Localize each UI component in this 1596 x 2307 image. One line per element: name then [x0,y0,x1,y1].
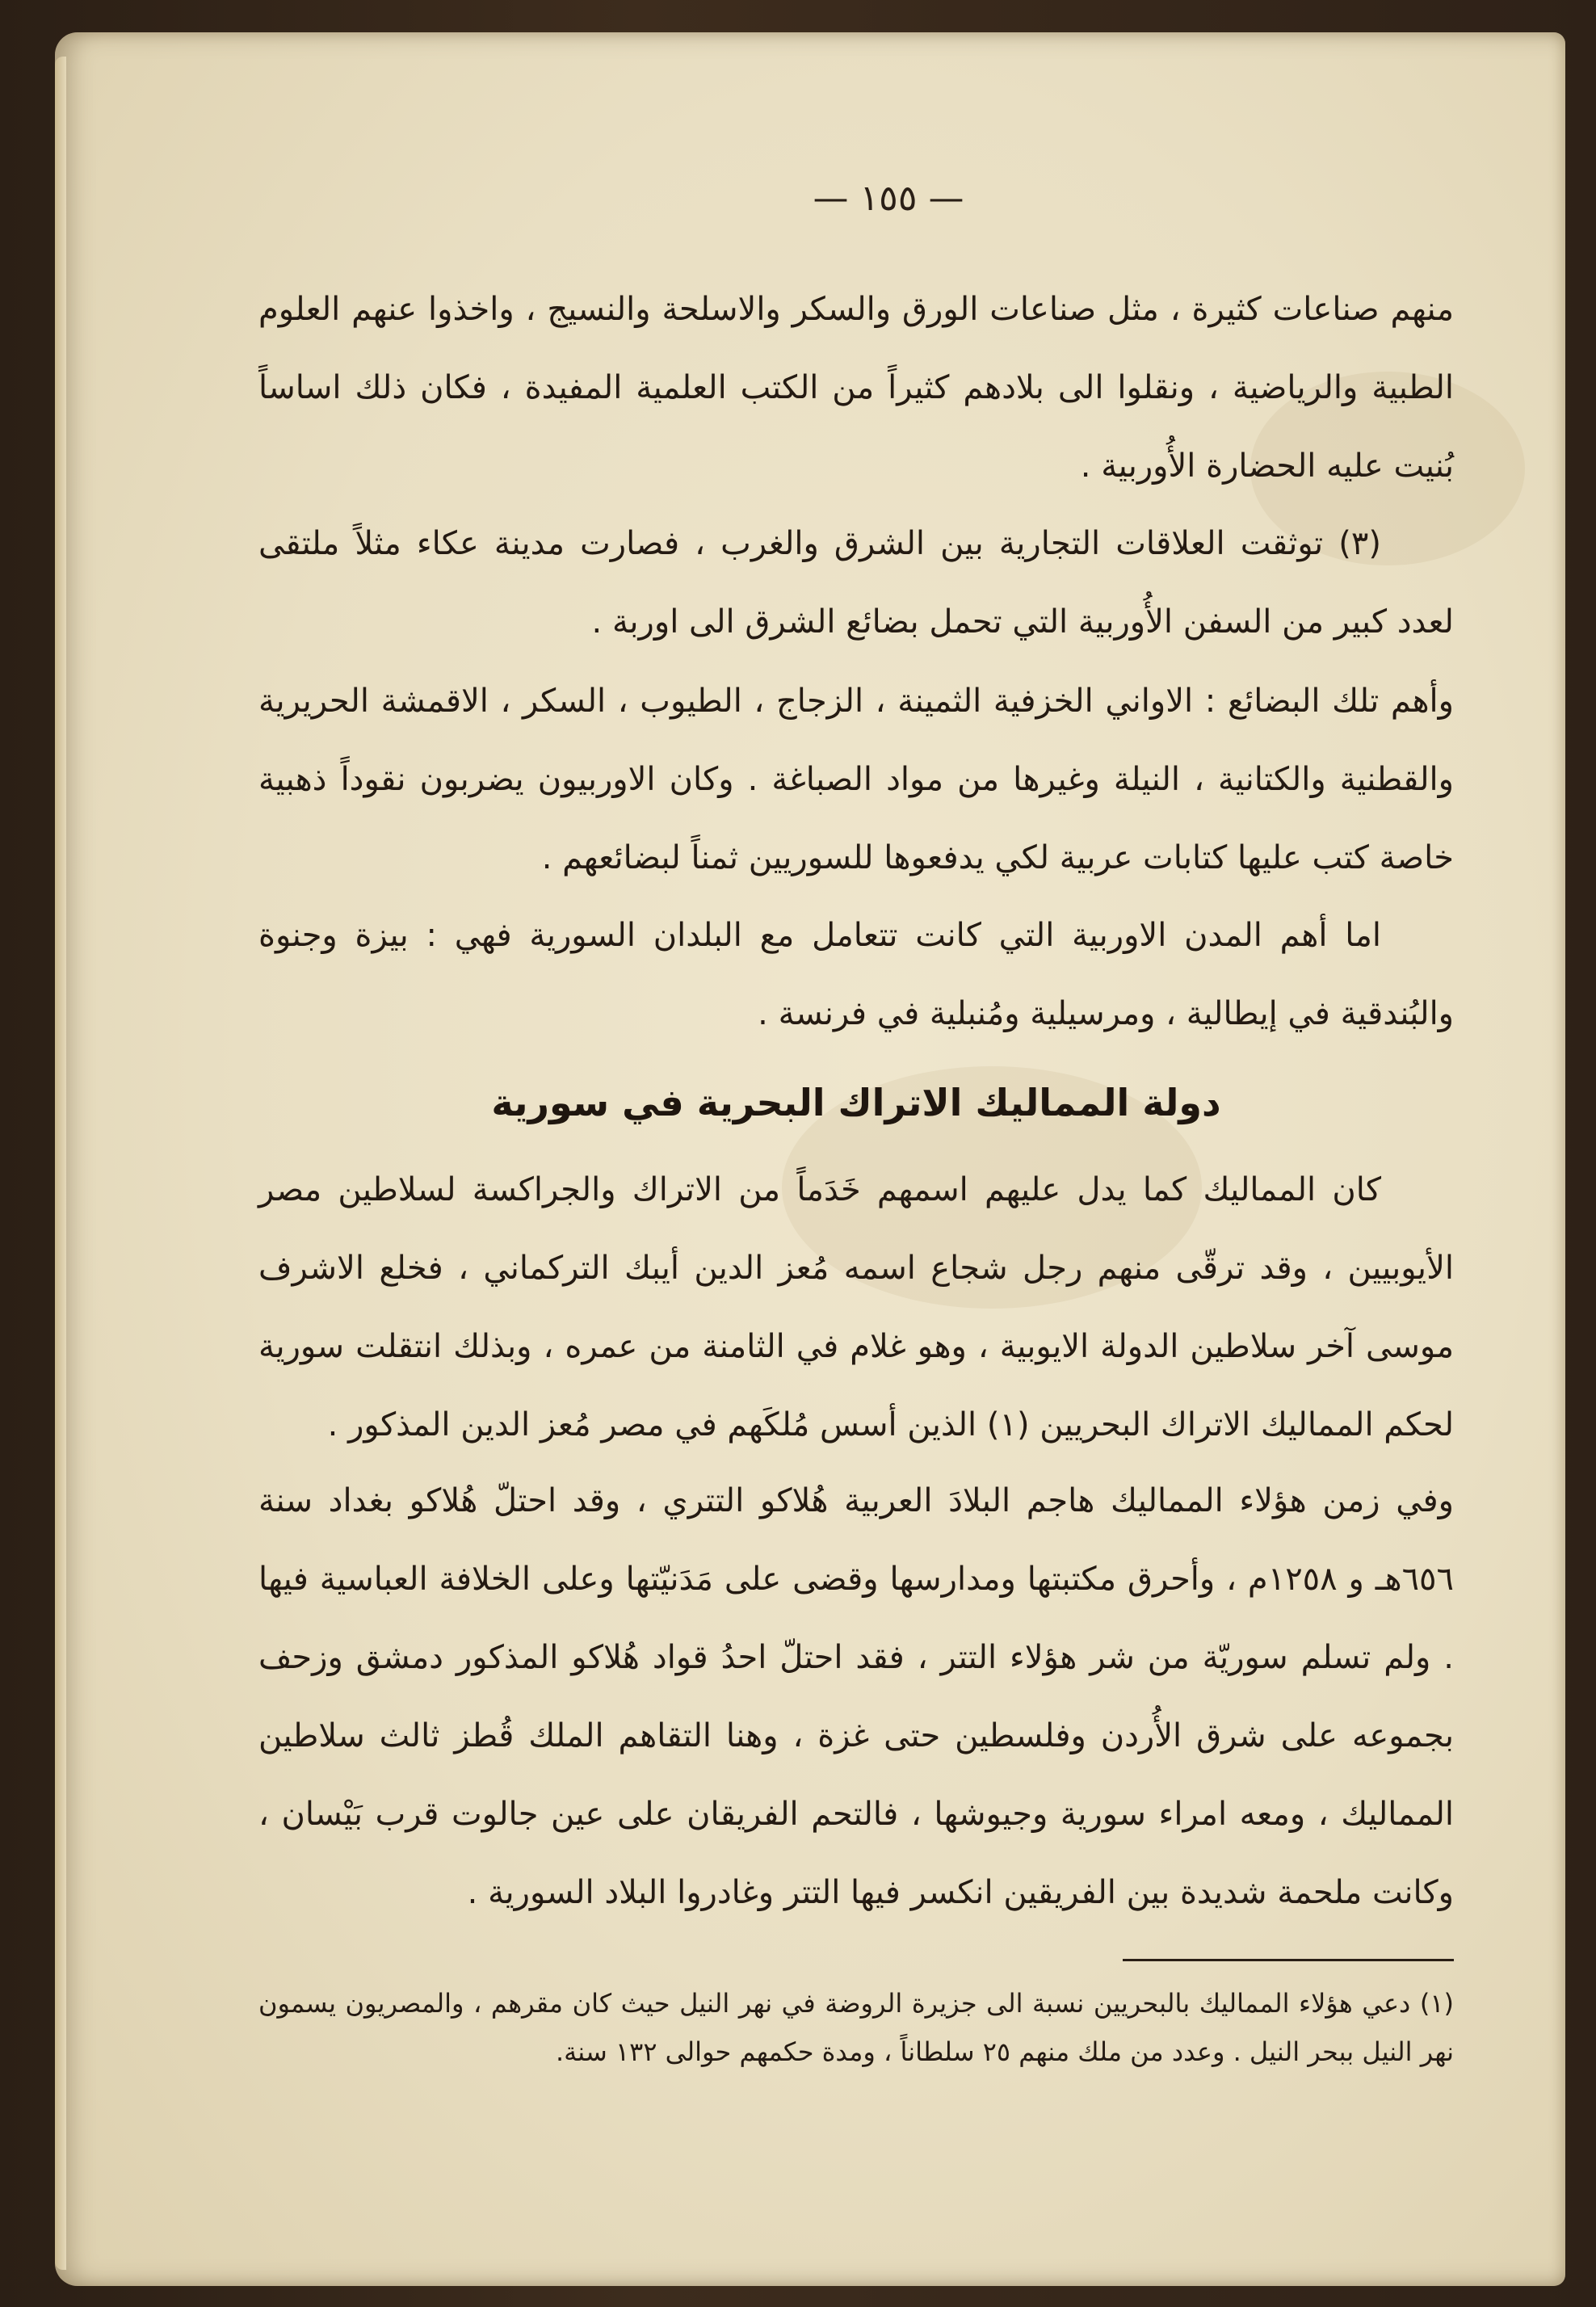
paragraph-text: اما أهم المدن الاوربية التي كانت تتعامل مع البلدان السورية فهي : بيزة وجنوة والبُندقية في إيطالية ، ومرسيلية ومُنبلية في فرنسة . [258,917,1454,1032]
paragraph [258,1151,1454,1464]
paragraph-text: منهم صناعات كثيرة ، مثل صناعات الورق والسكر والاسلحة والنسيج ، واخذوا عنهم العلوم الطبية والرياضية ، ونقلوا الى بلادهم كثيراً من الكتب العلمية المفيدة ، فكان ذلك اساساً بُنيت عليه الحضارة الأُوربية . [258,291,1454,485]
paragraph-text: كان المماليك كما يدل عليهم اسمهم خَدَماً من الاتراك والجراكسة لسلاطين مصر الأيوبيين ، وقد ترقّى منهم رجل شجاع اسمه مُعز الدين أيبك التركماني ، فخلع الاشرف موسى آخر سلاطين الدولة الايوبية ، وهو غلام في الثامنة من عمره ، وبذلك انتقلت سورية لحكم المماليك الاتراك البحريين (١) الذين أسس مُلكَهم في مصر مُعز الدين المذكور . [258,1171,1454,1443]
paragraph-text: (٣) توثقت العلاقات التجارية بين الشرق والغرب ، فصارت مدينة عكاء مثلاً ملتقى لعدد كبير من السفن الأُوربية التي تحمل بضائع الشرق الى اوربة . [258,525,1454,641]
section-heading-text: دولة المماليك الاتراك البحرية في سورية [491,1081,1221,1124]
page-number: — ١٥٥ — [813,178,964,219]
paragraph [258,897,1454,1053]
section-heading [258,1054,1454,1151]
page-edge [55,57,66,2270]
footnote-divider [1123,1959,1454,1961]
footnote: (١) دعي هؤلاء المماليك بالبحريين نسبة الى جزيرة الروضة في نهر النيل حيث كان مقرهم ، والمصريون يسمون نهر النيل ببحر النيل . وعدد من ملك منهم ٢٥ سلطاناً ، ومدة حكمهم حوالى ١٣٢ سنة. [258,1988,1454,2067]
paragraph-text: وفي زمن هؤلاء المماليك هاجم البلادَ العربية هُلاكو التتري ، وقد احتلّ هُلاكو بغداد سنة ٦٥٦هـ و ١٢٥٨م ، وأحرق مكتبتها ومدارسها وقضى على مَدَنيّتها وعلى الخلافة العباسية فيها . ولم تسلم سوريّة من شر هؤلاء التتر ، فقد احتلّ احدُ قواد هُلاكو المذكور دمشق وزحف بجموعه على شرق الأُردن وفلسطين حتى غزة ، وهنا التقاهم الملك قُطز ثالث سلاطين المماليك ، ومعه امراء سورية وجيوشها ، فالتحم الفريقان على عين جالوت قرب بَيْسان ، وكانت ملحمة شديدة بين الفريقين انكسر فيها التتر وغادروا البلاد السورية . [258,1482,1455,1911]
paragraph [258,1462,1454,1932]
paragraph [258,505,1454,662]
paragraph [258,271,1454,506]
paragraph [258,662,1454,897]
paragraph-text: وأهم تلك البضائع : الاواني الخزفية الثمينة ، الزجاج ، الطيوب ، السكر ، الاقمشة الحريرية والقطنية والكتانية ، النيلة وغيرها من مواد الصباغة . وكان الاوربيون يضربون نقوداً ذهبية خاصة كتب عليها كتابات عربية لكي يدفعوها للسوريين ثمناً لبضائعهم . [258,683,1454,876]
